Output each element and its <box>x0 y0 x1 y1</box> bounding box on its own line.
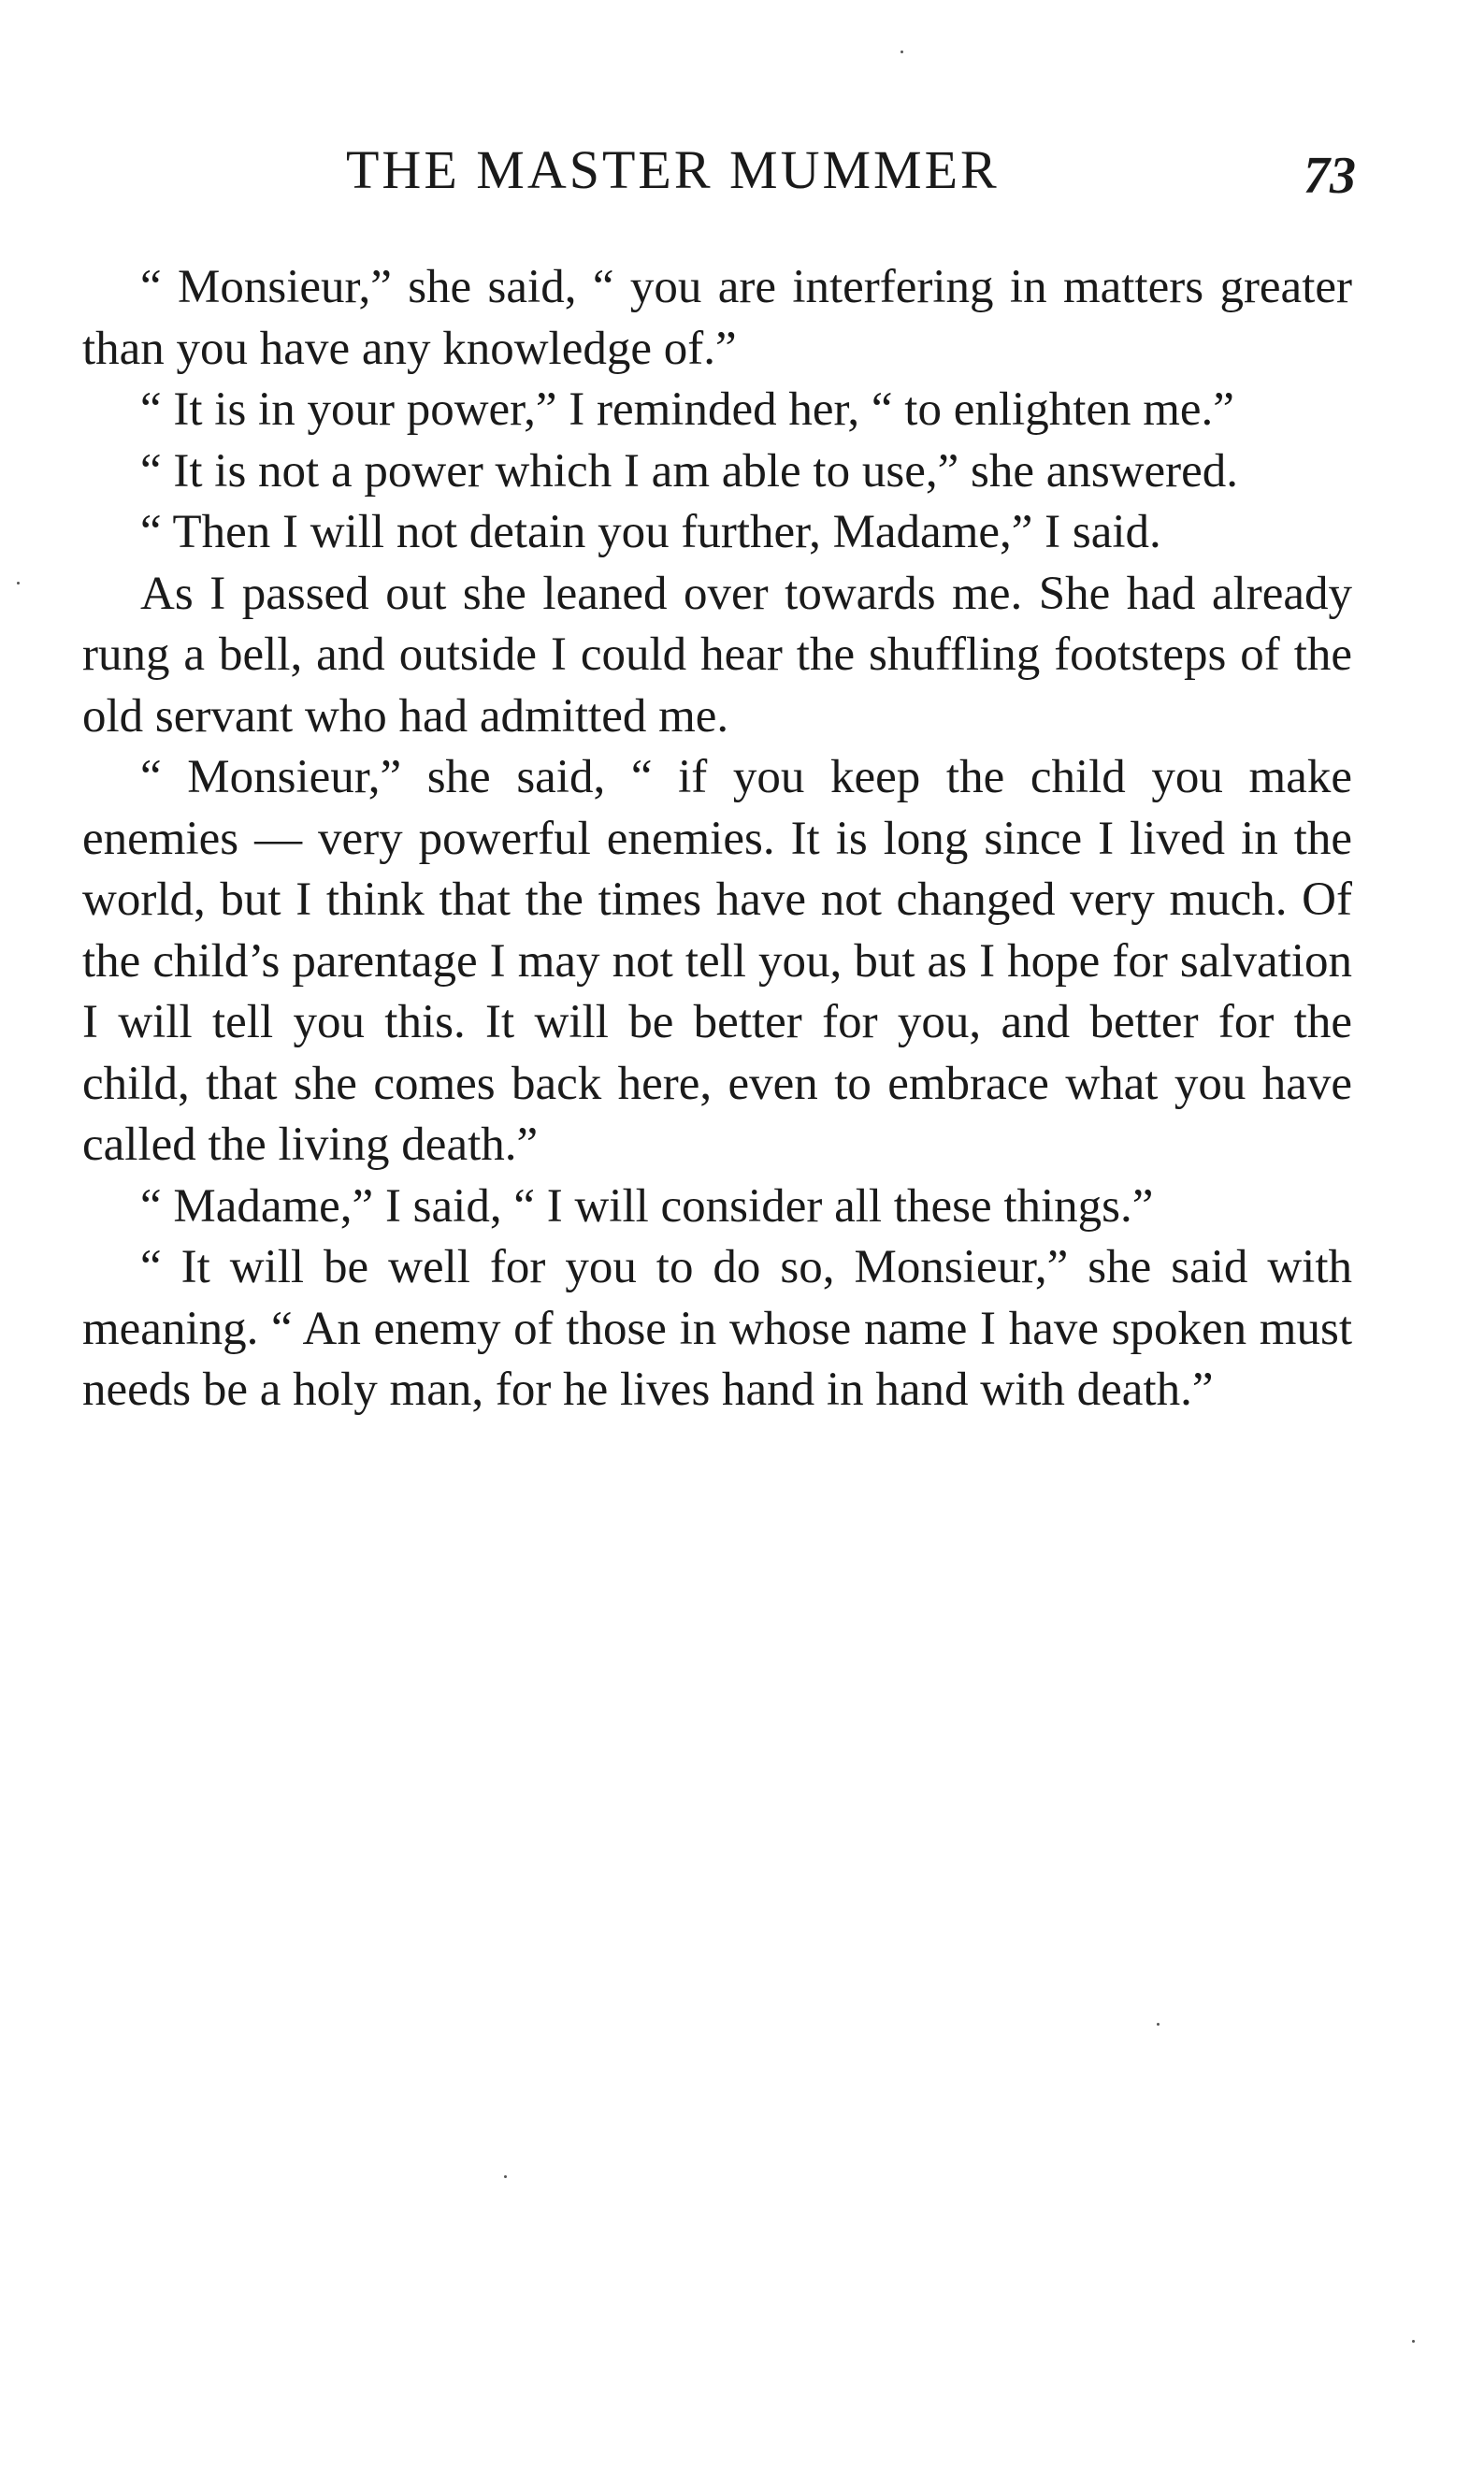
scan-speck <box>900 51 903 53</box>
scan-speck <box>504 2175 507 2178</box>
paragraph: “ Then I will not detain you further, Madame,” I said. <box>140 506 1161 558</box>
running-head <box>84 133 1356 208</box>
paragraph: “ Madame,” I said, “ I will consider all these things.” <box>140 1179 1154 1233</box>
paragraph: “ Monsieur,” she said, “ if you keep the child you make enemies — very powerful enemies. It is long since I lived in the world, but I think that the times have not changed very much. Of the child’s parentage I may not tell you, but as I hope for salvation I will tell you this. It will be better for you, and better for the child, that she comes back here, even to embrace what you have called the living death.” <box>82 751 1352 1171</box>
scan-speck <box>1412 2340 1415 2343</box>
paragraph: “ It is not a power which I am able to use,” she answered. <box>140 444 1239 498</box>
paragraph: “ It will be well for you to do so, Monsieur,” she said with meaning. “ An enemy of those in whose name I have spoken must needs be a holy man, for he lives hand in hand with death.” <box>82 1241 1352 1416</box>
running-title: THE MASTER MUMMER <box>346 139 1000 200</box>
page-number: 73 <box>1304 147 1356 205</box>
paragraph: “ Monsieur,” she said, “ you are interfering in matters greater than you have any knowledge of.” <box>82 261 1352 375</box>
body-text <box>82 257 1352 1422</box>
scan-speck <box>17 582 20 585</box>
scan-speck <box>1157 2023 1160 2026</box>
paragraph: “ It is in your power,” I reminded her, “ to enlighten me.” <box>140 383 1234 436</box>
paragraph: As I passed out she leaned over towards me. She had already rung a bell, and outside I could hear the shuffling footsteps of the old servant who had admitted me. <box>82 567 1352 743</box>
